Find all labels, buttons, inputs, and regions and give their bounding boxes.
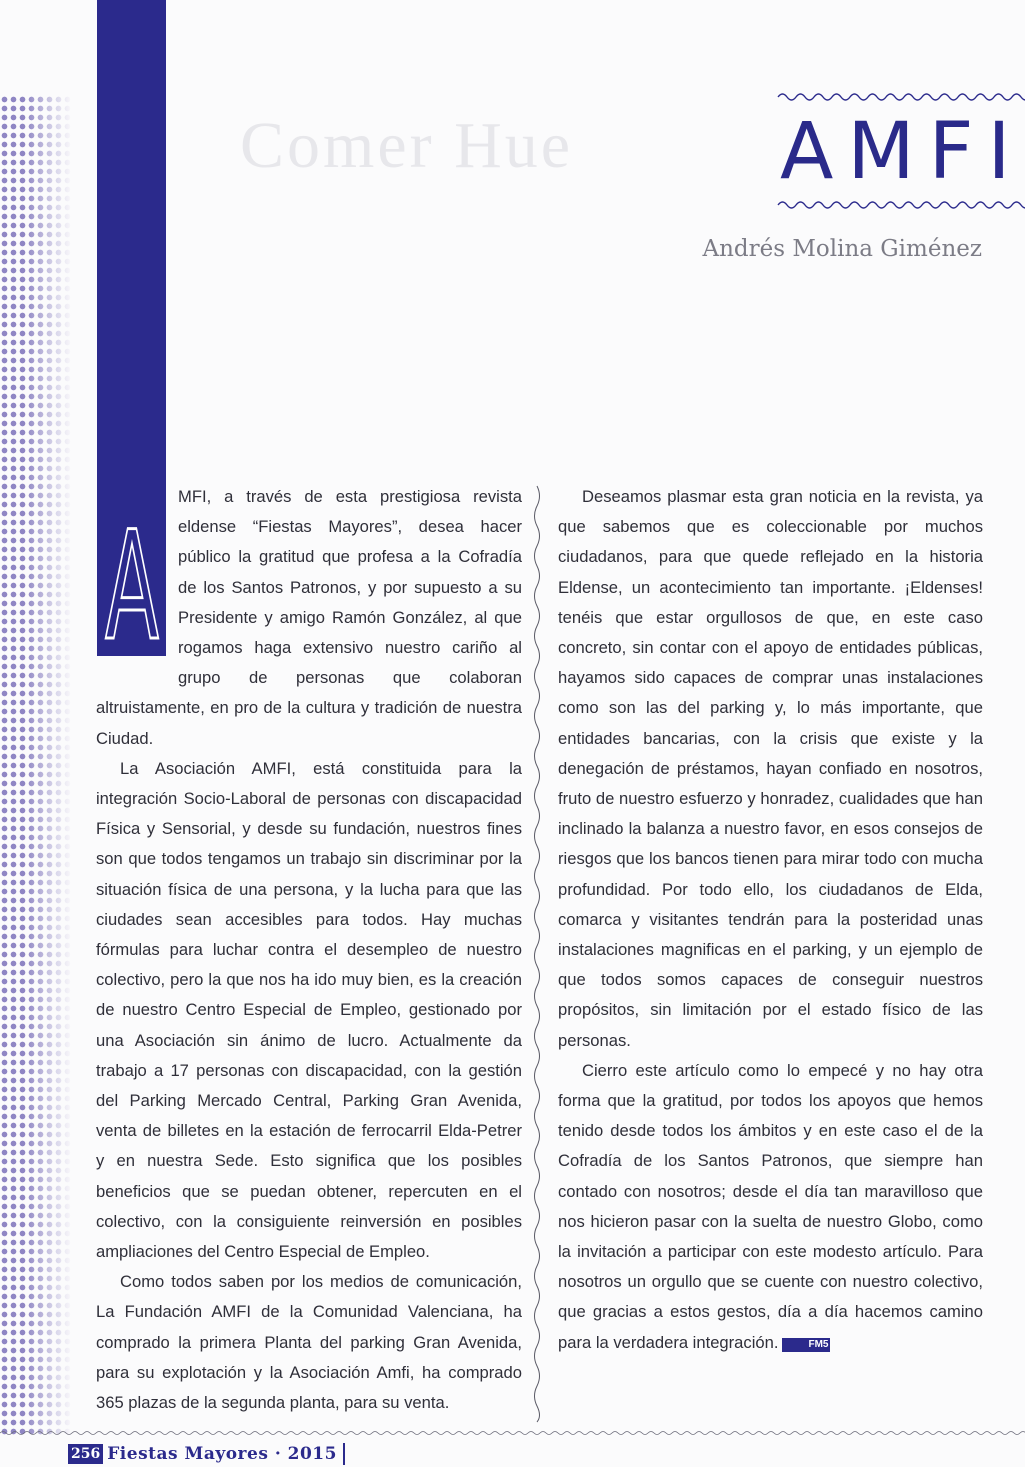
wavy-line-bottom [778, 198, 1024, 212]
article-author: Andrés Molina Giménez [702, 236, 982, 262]
paragraph-text: Cierro este artículo como lo empecé y no hay otra forma que la gratitud, por todos los apoyos que hemos tenido desde todos los ámbitos y en este caso el de la Cofradía de los Santos Patronos, que siempre han contado con nosotros; desde el día tan maravilloso que nos hicieron pasar con la suelta de nuestro Globo, como la invitación a participar con este modesto artículo. Para nosotros un orgullo que se cuente con nuestro colectivo, que gracias a estos gestos, día a día hacemos camino para la verdadera integración. [558, 1060, 983, 1352]
page-number: 256 [68, 1444, 103, 1464]
article-column-left [96, 482, 522, 1418]
footer-end-bar [343, 1443, 345, 1465]
article-title: AMFI [780, 107, 1025, 197]
drop-cap-space [96, 482, 178, 664]
paragraph: Como todos saben por los medios de comunicación, La Fundación AMFI de la Comunidad Valenciana, ha comprado la primera Planta del parking Gran Avenida, para su explotación y la Asociación Amfi, ha comprado 365 plazas de la segunda planta, para su venta. [96, 1272, 522, 1413]
end-mark-logo: FM5 [782, 1338, 830, 1352]
wavy-column-divider [527, 486, 547, 1422]
wavy-line-top [778, 90, 1024, 104]
paragraph: MFI, a través de esta prestigiosa revista eldense “Fiestas Mayores”, desea hacer público la gratitud que profesa a la Cofradía de los Santos Patronos, y por supuesto a su Presidente y amigo Ramón González, al que rogamos haga extensivo nuestro cariño al grupo de personas que colaboran altruistamente, en pro de la cultura y tradición de nuestra Ciudad. [96, 487, 522, 748]
halftone-dot-pattern [0, 95, 72, 1435]
paragraph-closing [558, 1056, 983, 1358]
paragraph: La Asociación AMFI, está constituida para la integración Socio-Laboral de personas con discapacidad Física y Sensorial, y desde su fundación, nuestros fines son que todos tengamos un trabajo sin discriminar por la situación física de una persona, y la lucha para que las ciudades sean accesibles para todos. Hay muchas fórmulas para luchar contra el desempleo de nuestro colectivo, pero la que nos ha ido muy bien, es la creación de nuestro Centro Especial de Empleo, gestionado por una Asociación sin ánimo de lucro. Actualmente da trabajo a 17 personas con discapacidad, con la gestión del Parking Mercado Central, Parking Gran Avenida, venta de billetes en la estación de ferrocarril Elda-Petrer y en nuestra Sede. Esto significa que los posibles beneficios que se puedan obtener, repercuten en el colectivo, con la consiguiente reinversión en posibles ampliaciones del Centro Especial de Empleo. [96, 758, 522, 1262]
paragraph: Deseamos plasmar esta gran noticia en la revista, ya que sabemos que es coleccionable por muchos ciudadanos, para que quede reflejado en la historia Eldense, un acontecimiento tan importante. ¡Eldenses! tenéis que estar orgullosos de que, en este caso concreto, sin contar con el apoyo de entidades públicas, hayamos sido capaces de comprar unas instalaciones como son las del parking y, lo más importante, que entidades bancarias, con la crisis que existe y la denegación de préstamos, hayan confiado en nosotros, fruto de nuestro esfuerzo y honradez, cualidades que han inclinado la balanza a nuestro favor, en esos consejos de riesgos que los bancos tienen para mirar todo con mucha profundidad. Por todo ello, los ciudadanos de Elda, comarca y visitantes tendrán para la posteridad unas instalaciones magnificas en el parking, y un ejemplo de que todos somos capaces de conseguir nuestros propósitos, sin limitación por el estado físico de las personas. [558, 487, 983, 1050]
show-through-text: Comer Hue [240, 109, 574, 182]
svg-text:A: A [105, 500, 159, 674]
article-column-right [558, 482, 983, 1358]
page-footer [68, 1442, 345, 1466]
magazine-title: Fiestas Mayores · 2015 [107, 1444, 337, 1464]
footer-wavy-line [0, 1430, 1024, 1436]
